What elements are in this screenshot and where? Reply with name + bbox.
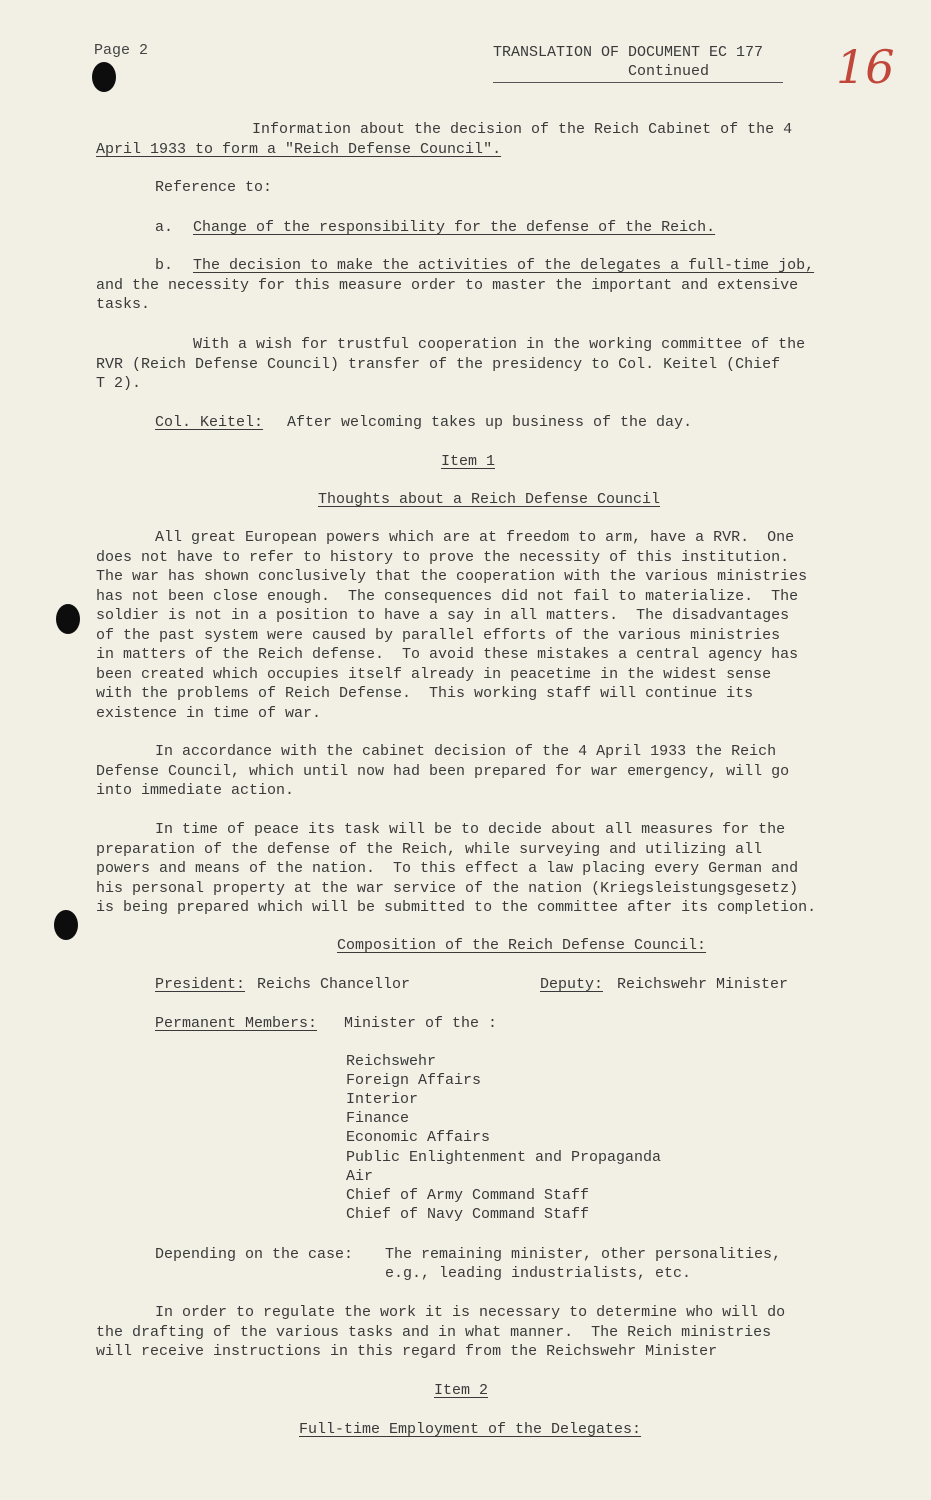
permanent-value: Minister of the : [344,1015,498,1032]
wish-line-3: T 2). [96,375,142,392]
para1-line-5: soldier is not in a position to have a say in all matters. The disadvantages [96,607,790,624]
handwritten-page-number: 16 [836,40,895,94]
para2-line-2: Defense Council, which until now had been prepared for war emergency, will go [96,763,790,780]
member-item: Air [346,1168,374,1185]
para1-line-3: The war has shown conclusively that the cooperation with the various ministries [96,568,808,585]
permanent-label: Permanent Members: [155,1015,318,1032]
deputy-label: Deputy: [540,976,604,993]
deputy-value: Reichswehr Minister [617,976,789,993]
keitel-name: Col. Keitel: [155,414,264,431]
para1-line-10: existence in time of war. [96,705,322,722]
depending-label: Depending on the case: [155,1246,354,1263]
para1-line-7: in matters of the Reich defense. To avoid these mistakes a central agency has [96,646,799,663]
ref-a-letter: a. [155,219,174,236]
para2-line-3: into immediate action. [96,782,295,799]
intro-line-2: April 1933 to form a "Reich Defense Council". [96,141,502,158]
intro-line-1: Information about the decision of the Reich Cabinet of the 4 [252,121,793,138]
member-item: Chief of Navy Command Staff [346,1206,590,1223]
para3-line-3: powers and means of the nation. To this effect a law placing every German and [96,860,799,877]
para3-line-5: is being prepared which will be submitted to the committee after its completion. [96,899,817,916]
ref-b-line-3: tasks. [96,296,151,313]
punch-hole-top [92,62,116,92]
para1-line-1: All great European powers which are at freedom to arm, have a RVR. One [155,529,795,546]
para4-line-2: the drafting of the various tasks and in what manner. The Reich ministries [96,1324,772,1341]
ref-a-text: Change of the responsibility for the defense of the Reich. [193,219,716,236]
punch-hole-middle [56,604,80,634]
president-value: Reichs Chancellor [257,976,411,993]
para3-line-2: preparation of the defense of the Reich, while surveying and utilizing all [96,841,763,858]
header-rule [493,82,783,83]
item1-heading: Thoughts about a Reich Defense Council [318,491,661,508]
item2-heading: Full-time Employment of the Delegates: [299,1421,642,1438]
wish-line-2: RVR (Reich Defense Council) transfer of the presidency to Col. Keitel (Chief [96,356,781,373]
member-item: Reichswehr [346,1053,437,1070]
para1-line-8: been created which occupies itself already in peacetime in the widest sense [96,666,772,683]
member-item: Foreign Affairs [346,1072,482,1089]
para2-line-1: In accordance with the cabinet decision of the 4 April 1933 the Reich [155,743,777,760]
ref-b-letter: b. [155,257,174,274]
para1-line-9: with the problems of Reich Defense. This working staff will continue its [96,685,754,702]
member-item: Public Enlightenment and Propaganda [346,1149,662,1166]
member-item: Chief of Army Command Staff [346,1187,590,1204]
depending-line-2: e.g., leading industrialists, etc. [385,1265,692,1282]
member-item: Economic Affairs [346,1129,491,1146]
page-number: Page 2 [94,42,149,59]
para4-line-1: In order to regulate the work it is necessary to determine who will do [155,1304,786,1321]
item1-label: Item 1 [441,453,496,470]
ref-b-line-2: and the necessity for this measure order to master the important and extensive [96,277,799,294]
punch-hole-bottom [54,910,78,940]
president-label: President: [155,976,246,993]
document-subtitle: Continued [628,63,710,80]
member-item: Interior [346,1091,419,1108]
keitel-text: After welcoming takes up business of the day. [287,414,693,431]
para4-line-3: will receive instructions in this regard from the Reichswehr Minister [96,1343,718,1360]
depending-line-1: The remaining minister, other personalities, [385,1246,782,1263]
item2-label: Item 2 [434,1382,489,1399]
ref-b-line-1: The decision to make the activities of the delegates a full-time job, [193,257,815,274]
para1-line-2: does not have to refer to history to prove the necessity of this institution. [96,549,790,566]
para3-line-4: his personal property at the war service of the nation (Kriegsleistungsgesetz) [96,880,799,897]
reference-to: Reference to: [155,179,273,196]
para3-line-1: In time of peace its task will be to decide about all measures for the [155,821,786,838]
member-item: Finance [346,1110,410,1127]
wish-line-1: With a wish for trustful cooperation in the working committee of the [193,336,806,353]
para1-line-4: has not been close enough. The consequences did not fail to materialize. The [96,588,799,605]
composition-heading: Composition of the Reich Defense Council: [337,937,707,954]
document-title: TRANSLATION OF DOCUMENT EC 177 [493,44,764,61]
para1-line-6: of the past system were caused by parallel efforts of the various ministries [96,627,781,644]
